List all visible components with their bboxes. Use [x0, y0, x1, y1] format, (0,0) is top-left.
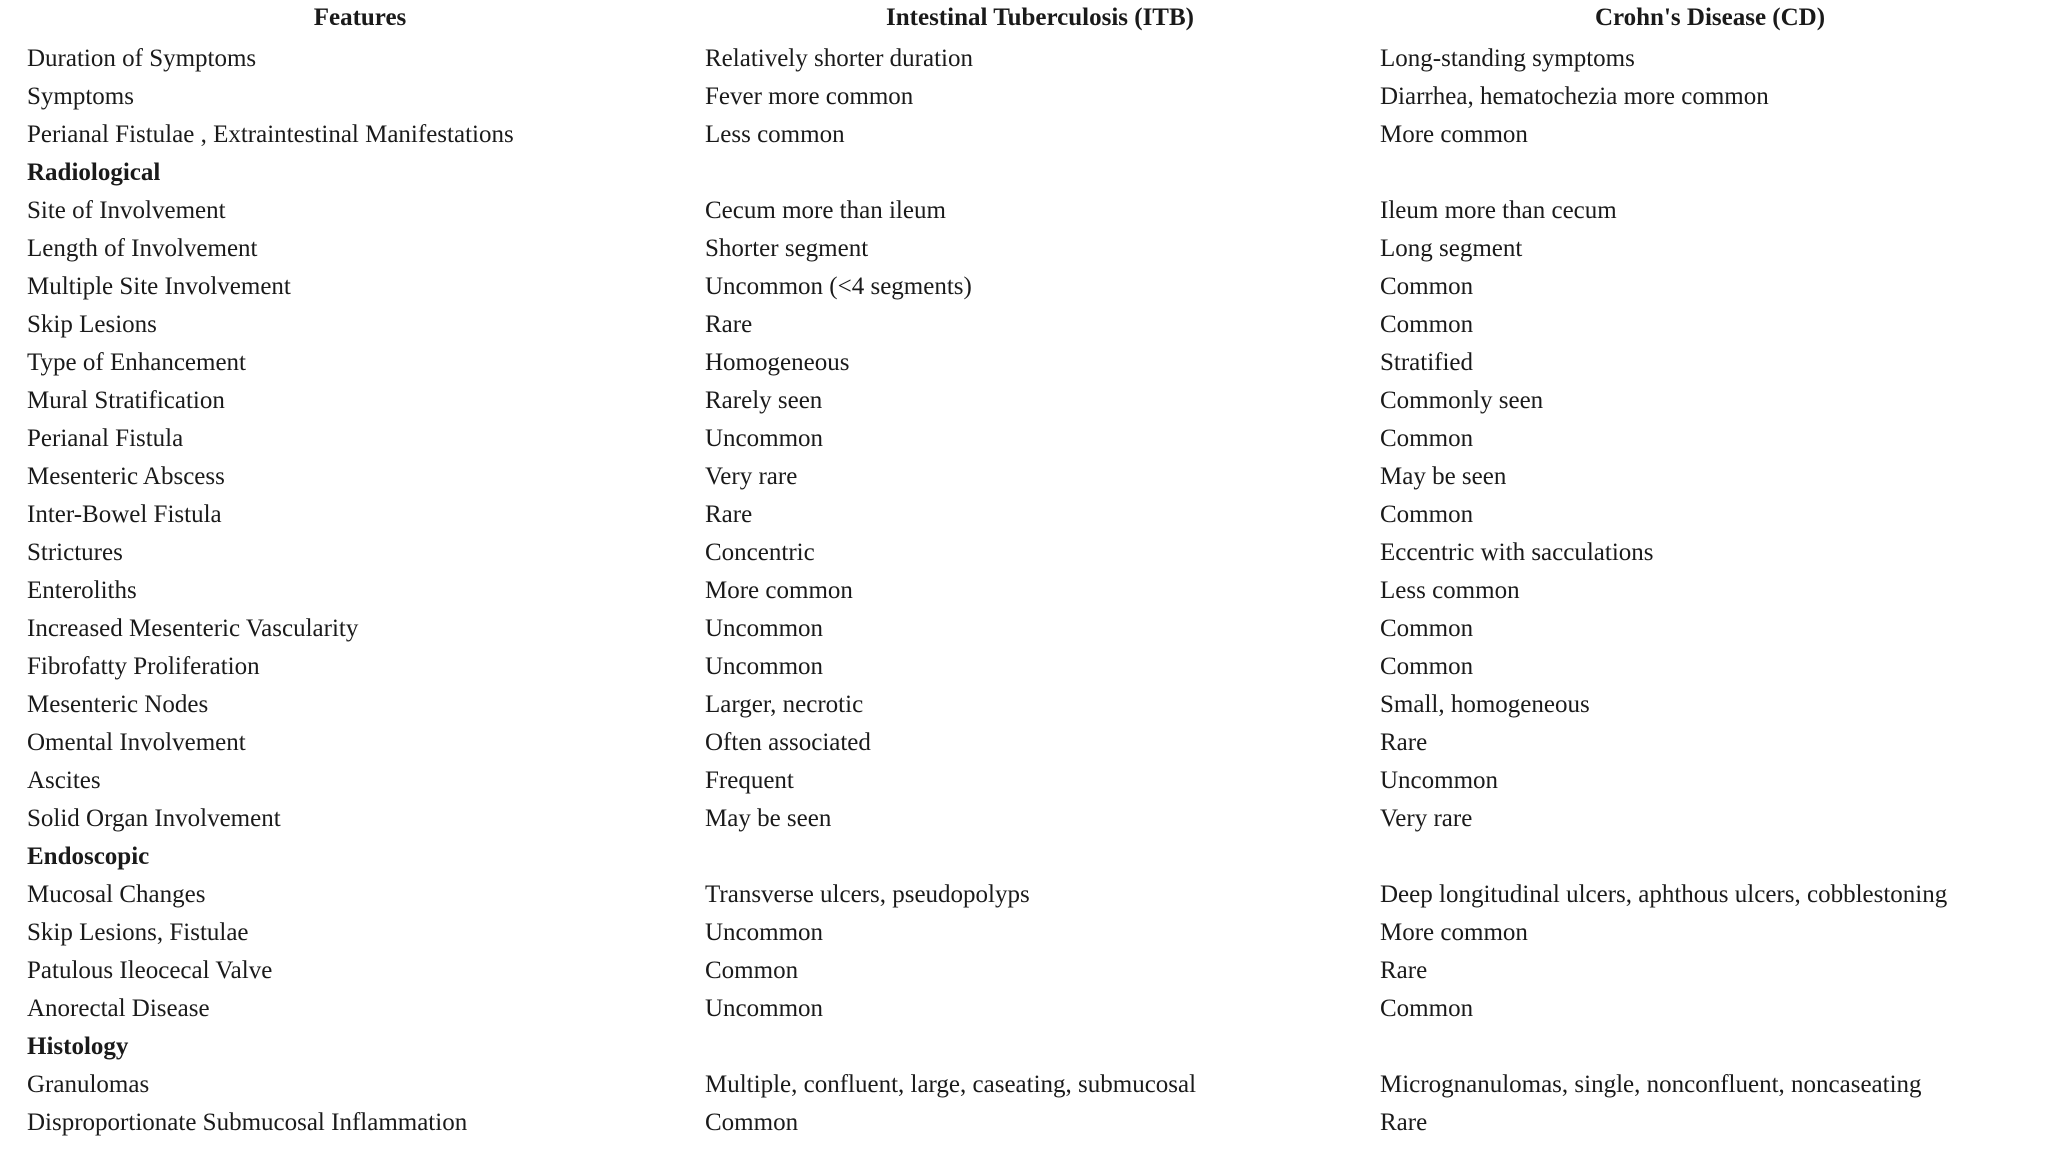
cd-cell: Diarrhea, hematochezia more common	[1380, 83, 1769, 110]
feature-cell: Anorectal Disease	[27, 995, 210, 1022]
cd-cell: Rare	[1380, 957, 1428, 984]
itb-cell: Common	[705, 957, 799, 984]
itb-cell: Rare	[705, 311, 753, 338]
table-row	[0, 268, 2048, 306]
cd-cell: Common	[1380, 995, 1474, 1022]
feature-cell: Patulous Ileocecal Valve	[27, 957, 273, 984]
cd-cell: Less common	[1380, 577, 1520, 604]
table-row	[0, 230, 2048, 268]
table-row	[0, 686, 2048, 724]
itb-cell: Multiple, confluent, large, caseating, submucosal	[705, 1071, 1197, 1098]
table-row	[0, 1104, 2048, 1142]
itb-cell: Fever more common	[705, 83, 914, 110]
feature-cell: Ascites	[27, 767, 101, 794]
itb-cell: Transverse ulcers, pseudopolyps	[705, 881, 1030, 908]
feature-cell: Perianal Fistulae , Extraintestinal Manifestations	[27, 121, 514, 148]
cd-cell: Common	[1380, 501, 1474, 528]
itb-cell: Uncommon	[705, 653, 824, 680]
feature-cell: Enteroliths	[27, 577, 137, 604]
section-title: Endoscopic	[27, 843, 150, 870]
itb-cell: Homogeneous	[705, 349, 850, 376]
table-row	[0, 534, 2048, 572]
cd-cell: Deep longitudinal ulcers, aphthous ulcers, cobblestoning	[1380, 881, 1948, 908]
cd-cell: Commonly seen	[1380, 387, 1544, 414]
feature-cell: Duration of Symptoms	[27, 45, 257, 72]
cd-cell: Rare	[1380, 1109, 1428, 1136]
cd-cell: More common	[1380, 919, 1528, 946]
table-row	[0, 116, 2048, 154]
feature-cell: Fibrofatty Proliferation	[27, 653, 260, 680]
feature-cell: Inter-Bowel Fistula	[27, 501, 222, 528]
table-row	[0, 762, 2048, 800]
itb-cell: Larger, necrotic	[705, 691, 864, 718]
itb-cell: Frequent	[705, 767, 794, 794]
table-row	[0, 420, 2048, 458]
itb-cell: Less common	[705, 121, 845, 148]
itb-cell: Rarely seen	[705, 387, 823, 414]
itb-cell: Relatively shorter duration	[705, 45, 973, 72]
feature-cell: Solid Organ Involvement	[27, 805, 281, 832]
feature-cell: Type of Enhancement	[27, 349, 246, 376]
cd-cell: Uncommon	[1380, 767, 1499, 794]
cd-cell: Small, homogeneous	[1380, 691, 1590, 718]
itb-cell: Uncommon	[705, 995, 824, 1022]
cd-cell: Long-standing symptoms	[1380, 45, 1635, 72]
table-header	[0, 0, 2048, 40]
table-row	[0, 1066, 2048, 1104]
feature-cell: Strictures	[27, 539, 123, 566]
section-row-endoscopic	[0, 838, 2048, 876]
itb-cell: Shorter segment	[705, 235, 869, 262]
table-row	[0, 572, 2048, 610]
cd-cell: More common	[1380, 121, 1528, 148]
cd-cell: Common	[1380, 311, 1474, 338]
header-features: Features	[313, 4, 407, 31]
feature-cell: Mesenteric Abscess	[27, 463, 225, 490]
table-row	[0, 610, 2048, 648]
itb-cell: Uncommon	[705, 615, 824, 642]
cd-cell: Stratified	[1380, 349, 1474, 376]
itb-cell: More common	[705, 577, 853, 604]
table-row	[0, 192, 2048, 230]
table-row	[0, 648, 2048, 686]
itb-cell: Uncommon	[705, 425, 824, 452]
section-row-radiological	[0, 154, 2048, 192]
cd-cell: Ileum more than cecum	[1380, 197, 1617, 224]
table-row	[0, 382, 2048, 420]
feature-cell: Symptoms	[27, 83, 134, 110]
table-row	[0, 40, 2048, 78]
cd-cell: Long segment	[1380, 235, 1523, 262]
header-cd: Crohn's Disease (CD)	[1594, 4, 1826, 31]
cd-cell: Common	[1380, 273, 1474, 300]
feature-cell: Perianal Fistula	[27, 425, 184, 452]
feature-cell: Site of Involvement	[27, 197, 226, 224]
section-title: Histology	[27, 1033, 129, 1060]
table-row	[0, 914, 2048, 952]
table-row	[0, 78, 2048, 116]
cd-cell: Rare	[1380, 729, 1428, 756]
itb-cell: Common	[705, 1109, 799, 1136]
feature-cell: Mesenteric Nodes	[27, 691, 209, 718]
itb-cell: Concentric	[705, 539, 815, 566]
table-row	[0, 496, 2048, 534]
table-row	[0, 306, 2048, 344]
feature-cell: Disproportionate Submucosal Inflammation	[27, 1109, 468, 1136]
feature-cell: Granulomas	[27, 1071, 150, 1098]
itb-cell: Cecum more than ileum	[705, 197, 946, 224]
table-row	[0, 458, 2048, 496]
cd-cell: Eccentric with sacculations	[1380, 539, 1654, 566]
table-row	[0, 876, 2048, 914]
itb-cell: Uncommon	[705, 919, 824, 946]
header-itb: Intestinal Tuberculosis (ITB)	[886, 4, 1194, 31]
table-row	[0, 952, 2048, 990]
feature-cell: Mural Stratification	[27, 387, 225, 414]
itb-cell: Often associated	[705, 729, 871, 756]
itb-cell: Rare	[705, 501, 753, 528]
feature-cell: Omental Involvement	[27, 729, 246, 756]
cd-cell: Micrognanulomas, single, nonconfluent, noncaseating	[1380, 1071, 1922, 1098]
feature-cell: Multiple Site Involvement	[27, 273, 291, 300]
cd-cell: Common	[1380, 653, 1474, 680]
feature-cell: Skip Lesions, Fistulae	[27, 919, 249, 946]
feature-cell: Skip Lesions	[27, 311, 157, 338]
table-row	[0, 344, 2048, 382]
cd-cell: Very rare	[1380, 805, 1473, 832]
cd-cell: Common	[1380, 425, 1474, 452]
cd-cell: Common	[1380, 615, 1474, 642]
itb-cell: Uncommon (<4 segments)	[705, 273, 972, 300]
table-row	[0, 800, 2048, 838]
section-title: Radiological	[27, 159, 161, 186]
itb-cell: May be seen	[705, 805, 832, 832]
feature-cell: Length of Involvement	[27, 235, 258, 262]
feature-cell: Increased Mesenteric Vascularity	[27, 615, 359, 642]
cd-cell: May be seen	[1380, 463, 1507, 490]
feature-cell: Mucosal Changes	[27, 881, 206, 908]
section-row-histology	[0, 1028, 2048, 1066]
itb-cell: Very rare	[705, 463, 798, 490]
table-row	[0, 990, 2048, 1028]
table-row	[0, 724, 2048, 762]
